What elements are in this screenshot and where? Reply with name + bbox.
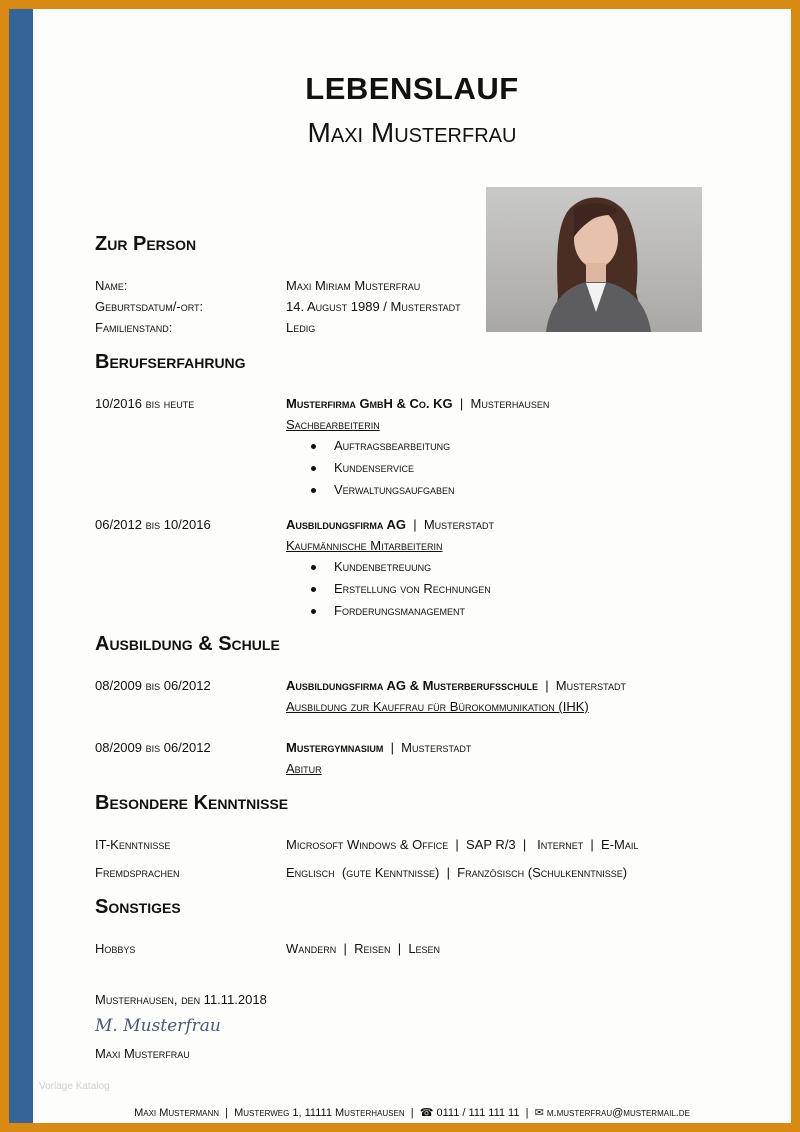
section-heading-skills: Besondere Kenntnisse (95, 792, 289, 814)
section-heading-misc: Sonstiges (95, 896, 181, 918)
closing-name: Maxi Musterfrau (95, 1046, 190, 1061)
edu-1-location: Musterstadt (555, 678, 626, 693)
document-title: LEBENSLAUF (305, 71, 519, 106)
job-1-employer: Musterfirma GmbH & Co. KG | Musterhausen (286, 396, 550, 411)
portrait-photo (486, 187, 702, 332)
job-1-period: 10/2016 bis heute (95, 396, 195, 411)
job-2-role: Kaufmännische Mitarbeiterin (286, 538, 443, 553)
job-1-task: Verwaltungsaufgaben (334, 482, 455, 497)
value-birth: 14. August 1989 / Musterstadt (286, 299, 461, 314)
watermark: Vorlage Katalog (39, 1081, 110, 1092)
edu-2-institution: Mustergymnasium (286, 740, 384, 755)
mail-icon: ✉ (534, 1107, 544, 1119)
label-name: Name: (95, 278, 128, 293)
cv-page (9, 9, 791, 1123)
value-it-skills: Microsoft Windows & Office | SAP R/3 | Internet | E-Mail (286, 837, 639, 852)
label-it-skills: IT-Kenntnisse (95, 837, 171, 852)
label-status: Familienstand: (95, 320, 173, 335)
side-stripe (9, 9, 33, 1123)
applicant-name: Maxi Musterfrau (307, 117, 517, 148)
job-2-location: Musterstadt (423, 517, 495, 532)
value-status: Ledig (286, 320, 316, 335)
section-heading-education: Ausbildung & Schule (95, 633, 280, 655)
edu-1-institution-line: Ausbildungsfirma AG & Musterberufsschule | Musterstadt (286, 678, 626, 693)
footer-phone: 0111 / 111 111 11 (436, 1107, 520, 1119)
label-hobbies: Hobbys (95, 941, 136, 956)
job-1-location: Musterhausen (470, 396, 550, 411)
label-birth: Geburtsdatum/-ort: (95, 299, 204, 314)
value-name: Maxi Miriam Musterfrau (286, 278, 421, 293)
edu-2-institution-line: Mustergymnasium | Musterstadt (286, 740, 472, 755)
place-date: Musterhausen, den 11.11.2018 (95, 992, 267, 1007)
section-heading-experience: Berufserfahrung (95, 351, 246, 373)
footer-contact (33, 1106, 791, 1119)
job-1-company: Musterfirma GmbH & Co. KG (286, 396, 453, 411)
value-languages: Englisch (gute Kenntnisse) | Französisch (Schulkenntnisse) (286, 865, 628, 880)
job-2-period: 06/2012 bis 10/2016 (95, 517, 211, 532)
label-languages: Fremdsprachen (95, 865, 180, 880)
value-hobbies: Wandern | Reisen | Lesen (286, 941, 441, 956)
signature: M. Musterfrau (95, 1016, 221, 1036)
edu-2-period: 08/2009 bis 06/2012 (95, 740, 211, 755)
job-2-employer: Ausbildungsfirma AG | Musterstadt (286, 517, 495, 532)
edu-1-institution: Ausbildungsfirma AG & Musterberufsschule (286, 678, 538, 693)
job-1-task: Auftragsbearbeitung (334, 438, 451, 453)
footer-separator: | (519, 1107, 535, 1119)
footer-email: m.musterfrau@mustermail.de (546, 1107, 690, 1119)
job-2-task: Erstellung von Rechnungen (334, 581, 491, 596)
footer-address: Maxi Mustermann | Musterweg 1, 11111 Musterhausen | (134, 1107, 420, 1119)
edu-1-period: 08/2009 bis 06/2012 (95, 678, 211, 693)
job-2-company: Ausbildungsfirma AG (286, 517, 407, 532)
phone-icon: ☎ (419, 1107, 434, 1119)
edu-2-location: Musterstadt (401, 740, 472, 755)
job-1-task: Kundenservice (334, 460, 415, 475)
job-2-task: Kundenbetreuung (334, 559, 432, 574)
job-2-task: Forderungsmanagement (334, 603, 465, 618)
edu-2-detail: Abitur (286, 761, 322, 776)
edu-1-detail: Ausbildung zur Kauffrau für Bürokommunikation (IHK) (286, 699, 589, 714)
section-heading-person: Zur Person (95, 233, 197, 255)
job-1-role: Sachbearbeiterin (286, 417, 380, 432)
